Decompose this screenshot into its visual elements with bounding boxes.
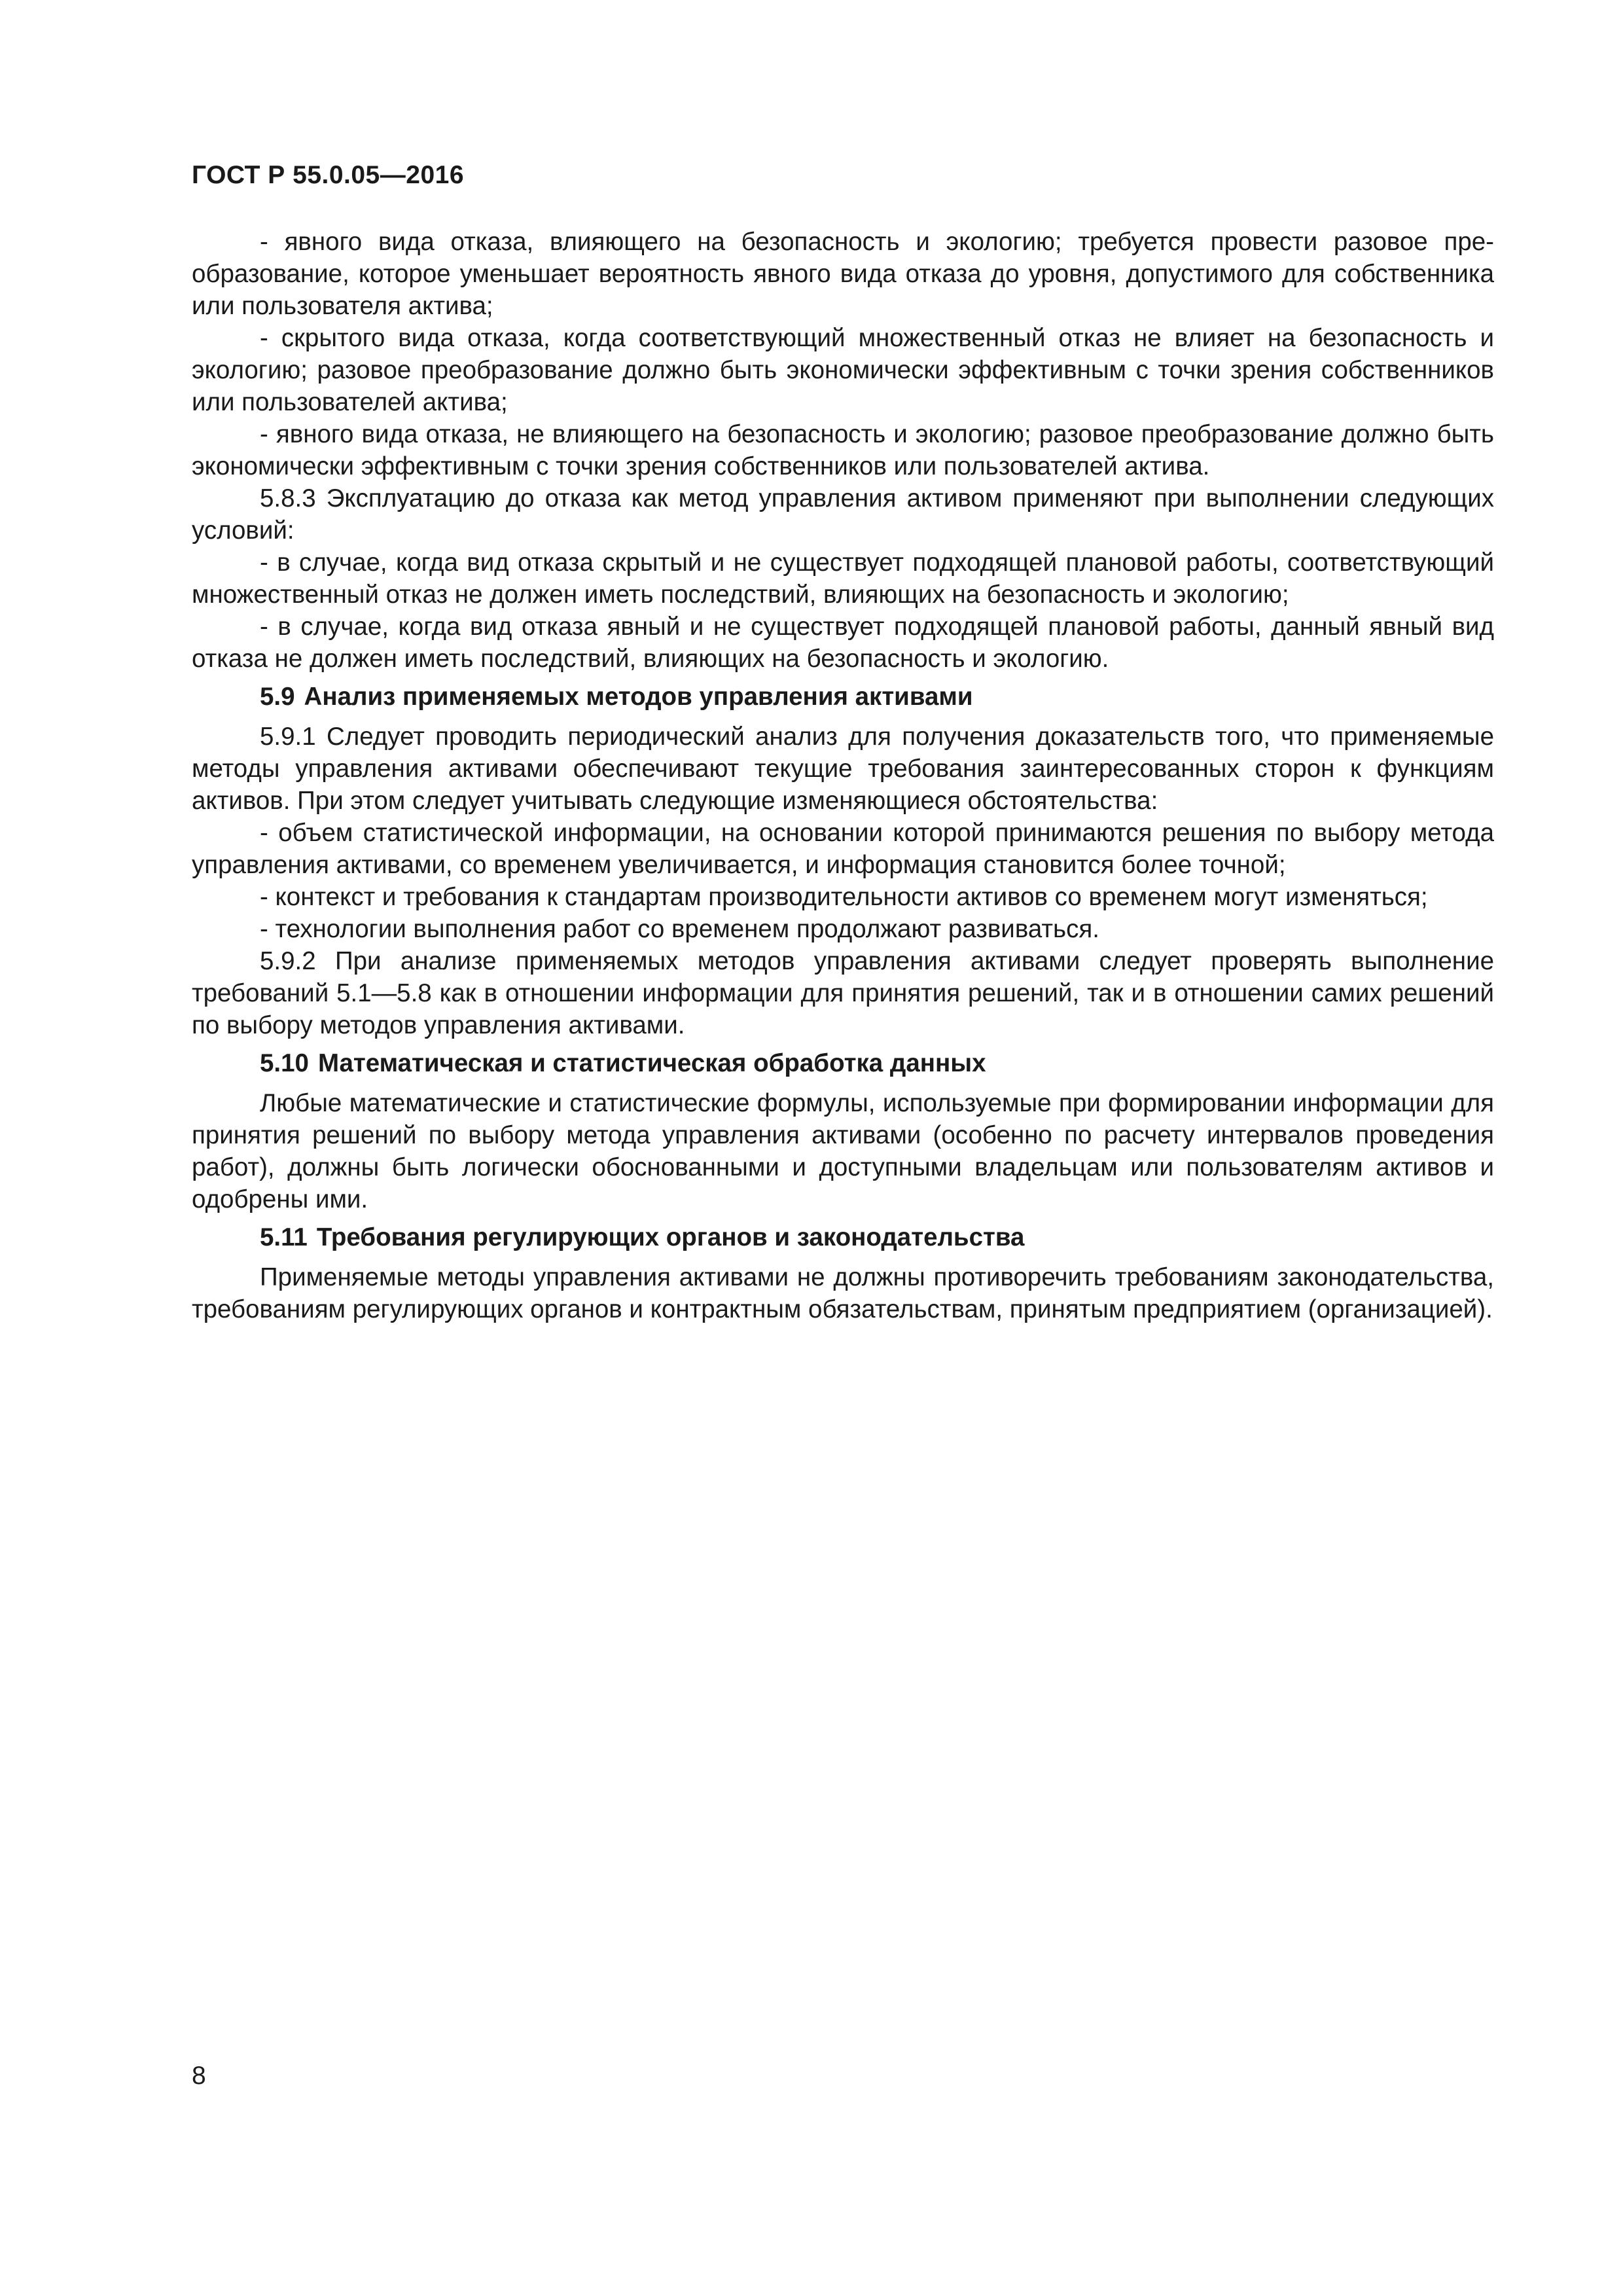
section-heading-5-10 <box>192 1047 1494 1079</box>
page-number: 8 <box>192 2062 206 2090</box>
paragraph: - в случае, когда вид отказа скрытый и не существует подходящей плановой работы, соответствующий множественный отказ не должен иметь последствий, влияющих на безопасность и экологию; <box>192 548 1494 609</box>
paragraph: Любые математические и статистические формулы, используемые при формировании информации для принятия решений по выбору метода управления активами (особенно по расчету интервалов проведения работ), должны быть логически обоснованными и доступными владельцам или пользователям активов и одобрены ими. <box>192 1089 1494 1213</box>
paragraph: Применяемые методы управления активами не должны противоречить требованиям законодательства, требованиям регулирующих органов и контрактным обязательствам, принятым предприятием (организацией). <box>192 1263 1494 1323</box>
paragraph: - объем статистической информации, на основании которой принимаются решения по выбору метода управления активами, со временем увеличивается, и информация становится более точной; <box>192 819 1494 879</box>
paragraph: - контекст и требования к стандартам производительности активов со временем могут изменяться; <box>260 883 1428 911</box>
section-title: Математическая и статистическая обработка данных <box>317 1049 986 1077</box>
paragraph: 5.9.1 Следует проводить периодический анализ для получения доказательств того, что применяемые методы управления активами обеспечивают текущие требования заинтересованных сторон к функциям активов. При этом следует учитывать следующие изменяющиеся обстоятельства: <box>192 723 1494 815</box>
paragraph: 5.8.3 Эксплуатацию до отказа как метод управления активом применяют при выполнении следующих условий: <box>192 484 1494 545</box>
paragraph: 5.9.2 При анализе применяемых методов управления активами следует проверять выполнение требований 5.1—5.8 как в отношении информации для принятия решений, так и в отношении самих решений по выбору методов управления активами. <box>192 947 1494 1039</box>
section-number: 5.9 <box>260 683 295 711</box>
paragraph: - скрытого вида отказа, когда соответствующий множественный отказ не влияет на безопасность и экологию; разовое преобразование должно быть экономически эффективным с точки зрения собственников или пользователей актива; <box>192 324 1494 416</box>
document-body <box>192 226 1494 1325</box>
paragraph: - явного вида отказа, не влияющего на безопасность и экологию; разовое преобразование должно быть экономически эффективным с точки зрения собственников или пользователей актива. <box>192 420 1494 480</box>
paragraph: - технологии выполнения работ со временем продолжают развиваться. <box>260 915 1099 943</box>
paragraph: - явного вида отказа, влияющего на безопасность и экологию; требуется провести разовое преобразование, которое уменьшает вероятность явного вида отказа до уровня, допустимого для собственника или пользователя актива; <box>192 228 1494 320</box>
section-title: Требования регулирующих органов и законодательства <box>316 1223 1025 1251</box>
section-title: Анализ применяемых методов управления активами <box>304 683 973 711</box>
document-id-header: ГОСТ Р 55.0.05—2016 <box>192 161 465 189</box>
paragraph: - в случае, когда вид отказа явный и не существует подходящей плановой работы, данный явный вид отказа не должен иметь последствий, влияющих на безопасность и экологию. <box>192 613 1494 673</box>
section-number: 5.11 <box>260 1223 308 1251</box>
section-heading-5-11 <box>192 1221 1494 1253</box>
section-heading-5-9 <box>192 681 1494 713</box>
section-number: 5.10 <box>260 1049 309 1077</box>
